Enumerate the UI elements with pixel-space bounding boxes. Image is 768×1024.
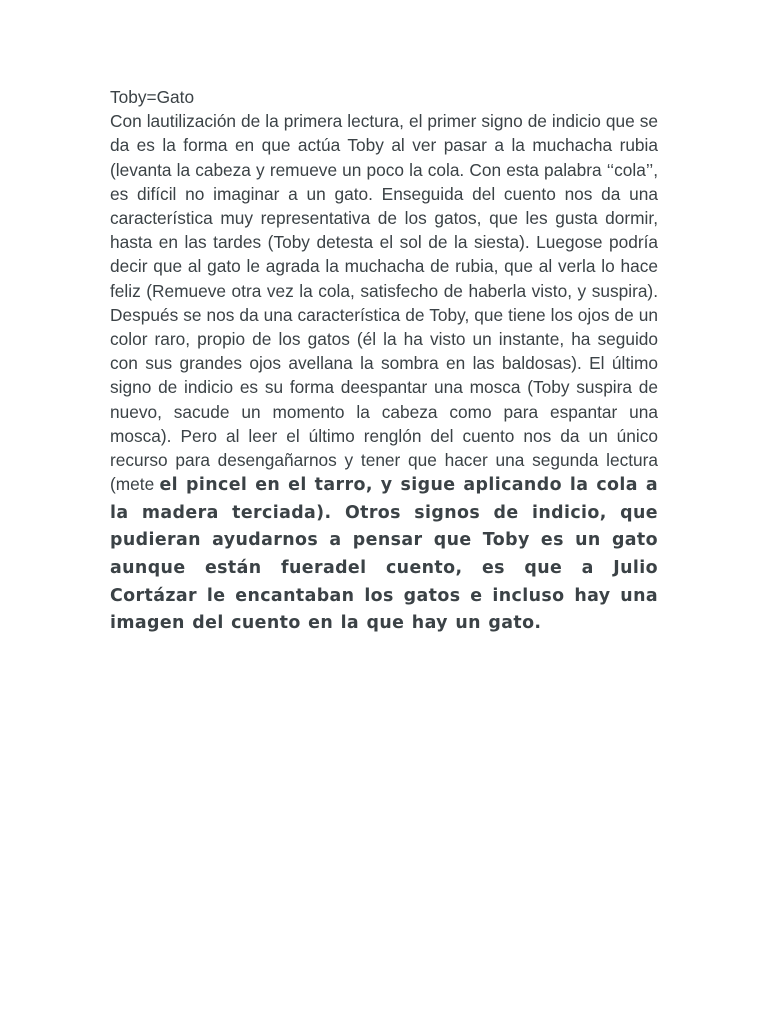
- document-paragraph: [110, 109, 658, 638]
- document-content: [110, 85, 658, 638]
- paragraph-normal-text: Con lautilización de la primera lectura, el primer signo de indicio que se da es la forma en que actúa Toby al ver pasar a la muchacha rubia (levanta la cabeza y remueve un poco la cola. Con esta palabra ‘‘cola’’, es difícil no imaginar a un gato. Enseguida del cuento nos da una característica muy representativa de los gatos, que les gusta dormir, hasta en las tardes (Toby detesta el sol de la siesta). Luegose podría decir que al gato le agrada la muchacha de rubia, que al verla lo hace feliz (Remueve otra vez la cola, satisfecho de haberla visto, y suspira). Después se nos da una característica de Toby, que tiene los ojos de un color raro, propio de los gatos (él la ha visto un instante, ha seguido con sus grandes ojos avellana la sombra en las baldosas). El último signo de indicio es su forma deespantar una mosca (Toby suspira de nuevo, sacude un momento la cabeza como para espantar una mosca). Pero al leer el último renglón del cuento nos da un único recurso para desengañarnos y tener que hacer una segunda lectura (mete: [110, 111, 658, 495]
- document-title: Toby=Gato: [110, 87, 195, 107]
- paragraph-bold-text: el pincel en el tarro, y sigue aplicando la cola a la madera terciada). Otros signos de indicio, que pudieran ayudarnos a pensar que Toby es un gato aunque están fueradel cuento, es que a Julio Cortázar le encantaban los gatos e incluso hay una imagen del cuento en la que hay un gato.: [110, 475, 658, 634]
